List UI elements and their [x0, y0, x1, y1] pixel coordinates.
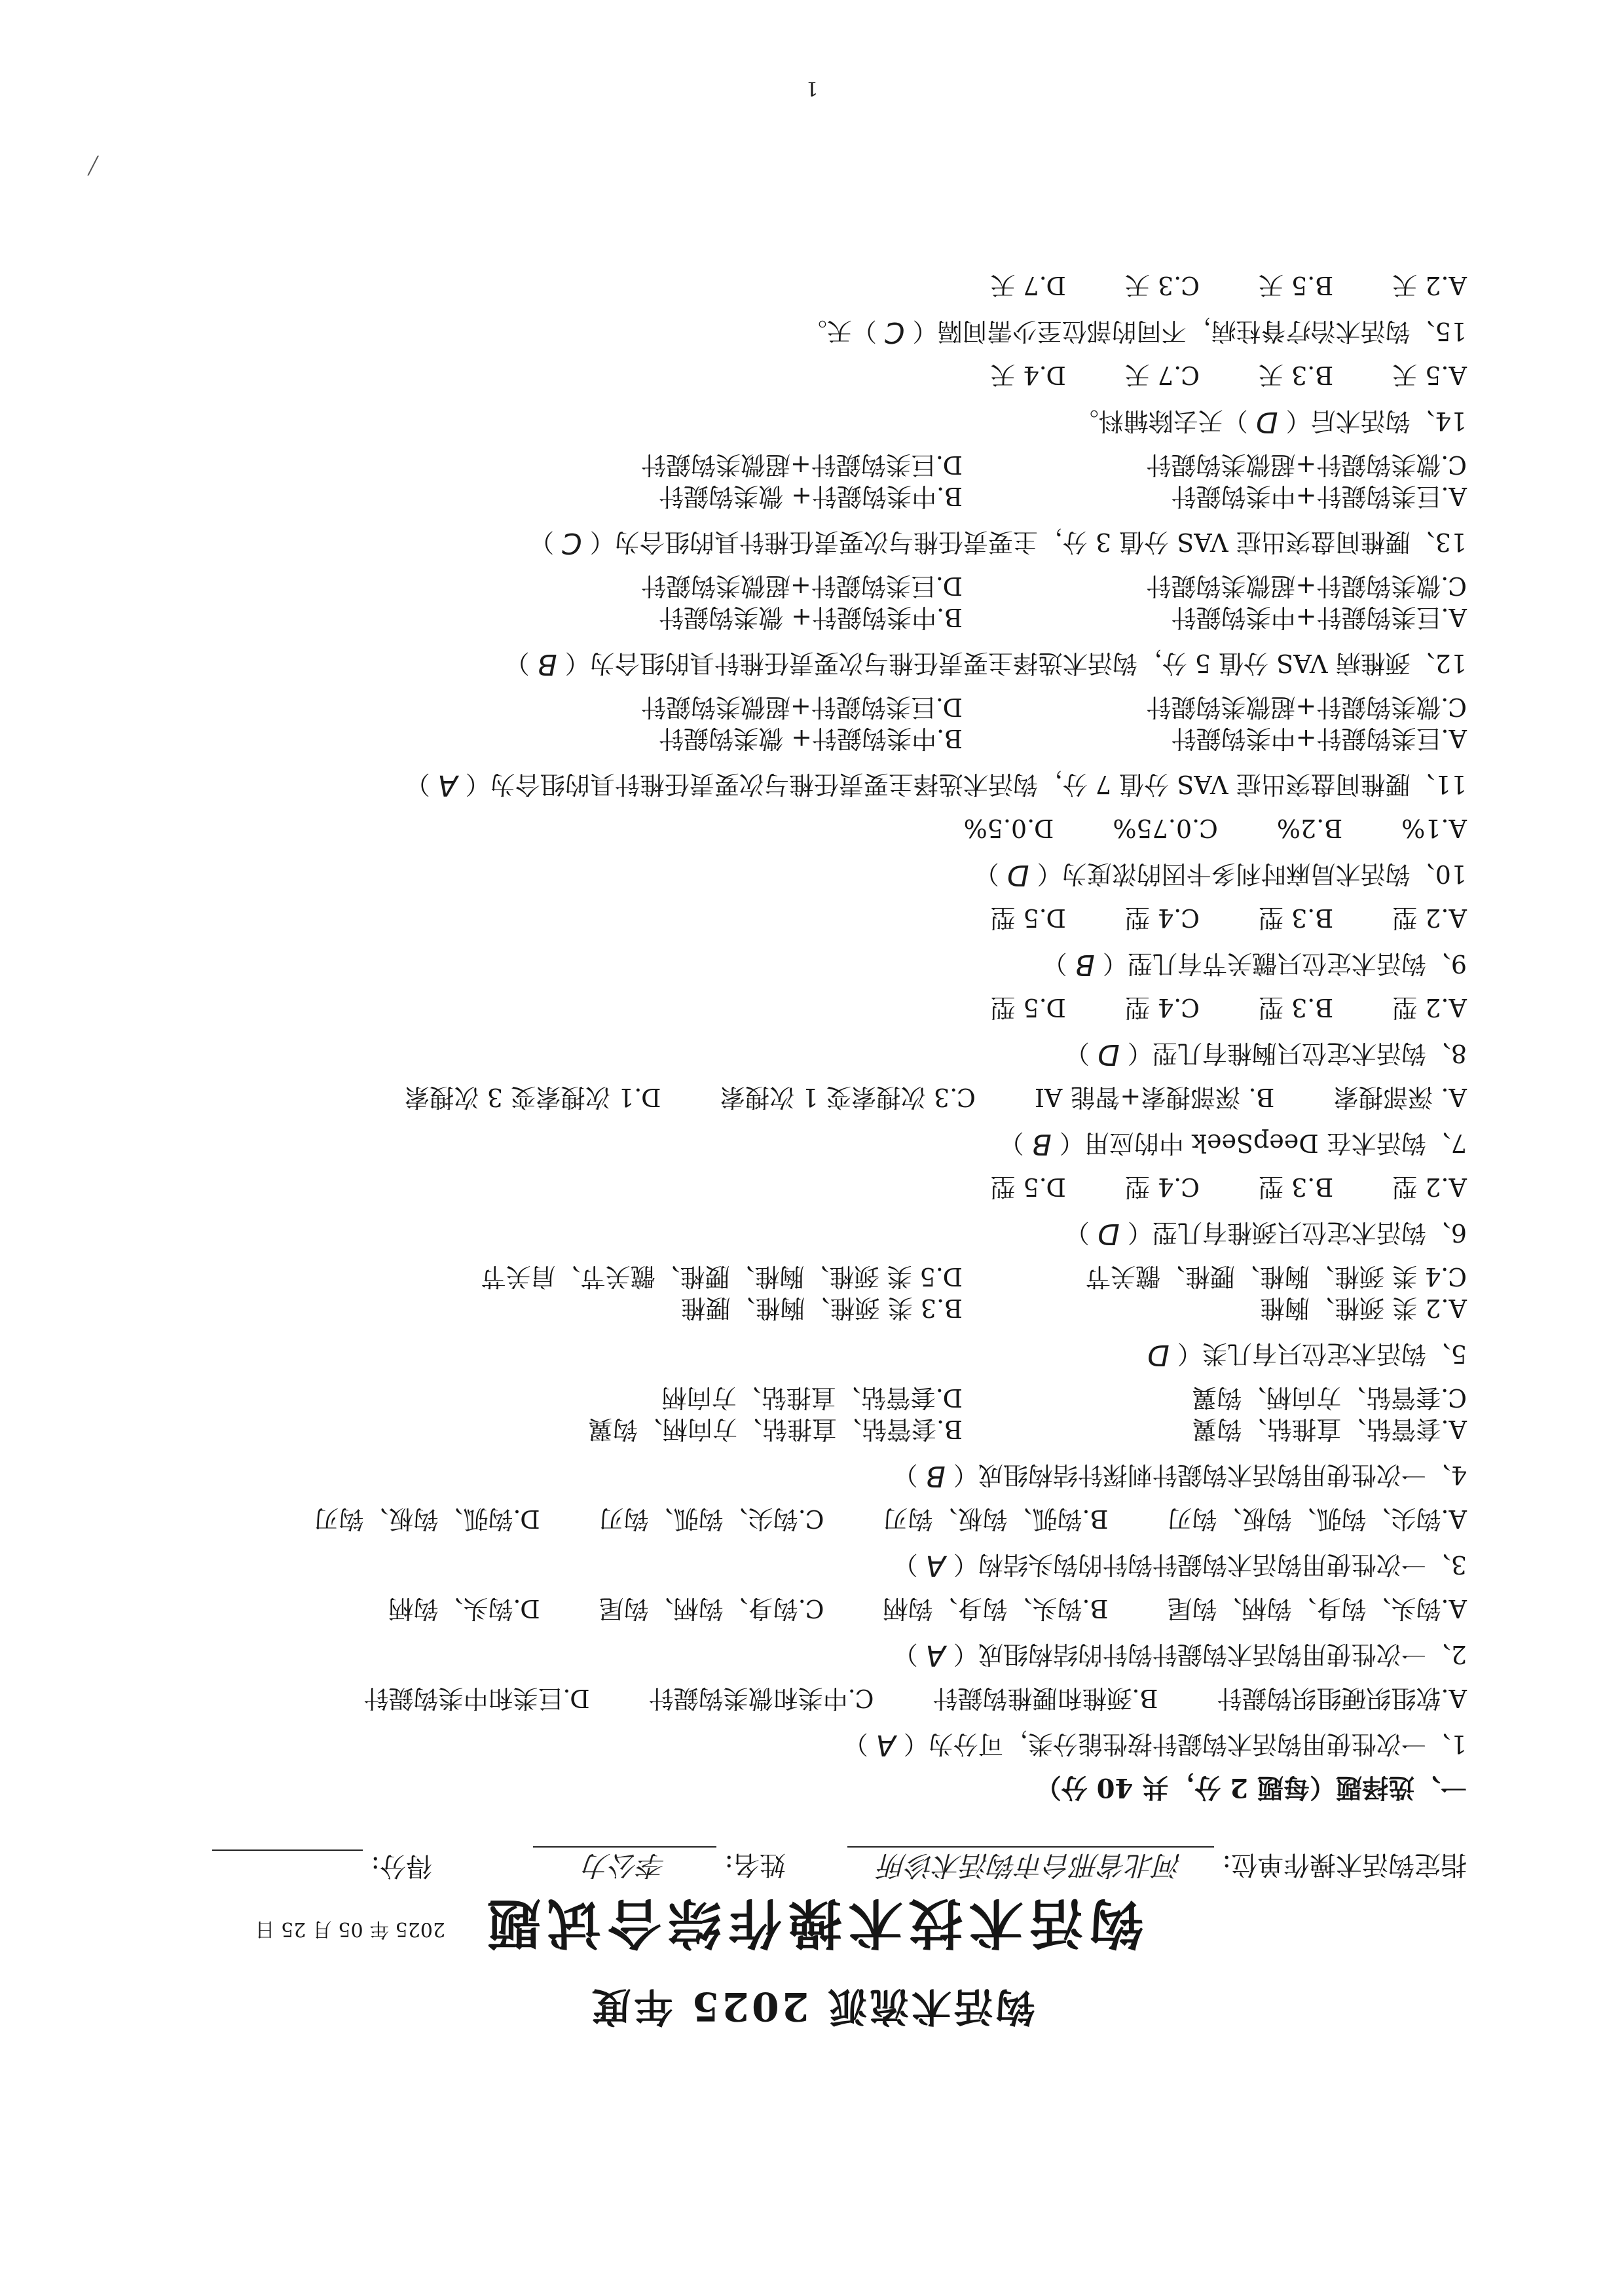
question-stem — [124, 316, 1467, 348]
option-item: B.中类钩鍉针+ 微类钩鍉针 — [659, 482, 963, 511]
option-item: B. 深部搜索+智能 AI — [1034, 1083, 1275, 1112]
option-item: A.1% — [1401, 814, 1467, 843]
option-item: C.中类和微类钩鍉针 — [648, 1684, 874, 1713]
question-text-end: ） — [529, 528, 555, 556]
question-stem — [124, 1639, 1467, 1671]
question-text-end: ）天去除辅料。 — [1073, 407, 1248, 435]
option-item: D.0.5% — [963, 814, 1054, 843]
handwritten-answer: C — [884, 316, 905, 349]
question-stem — [124, 948, 1467, 980]
question-item — [124, 1683, 1467, 1760]
option-item: B.套管钻、直推钻、方向柄、钩翼 — [587, 1415, 963, 1444]
option-list — [124, 359, 1467, 391]
option-item: B.5 天 — [1258, 271, 1334, 300]
question-text: 14、钩活术后（ — [1285, 407, 1467, 435]
option-item: D.钩头、钩柄 — [388, 1594, 540, 1623]
handwritten-answer: B — [537, 647, 557, 681]
question-list — [124, 258, 1467, 1760]
question-item — [124, 902, 1467, 980]
option-item: D.4 天 — [990, 361, 1066, 390]
option-list — [124, 1593, 1467, 1624]
option-item: C.套管钻、方向柄、钩翼 — [1192, 1383, 1467, 1412]
option-item: A. 深部搜索 — [1333, 1083, 1467, 1112]
question-text-end: ） — [1064, 1039, 1090, 1068]
option-item: B.2% — [1276, 814, 1343, 843]
option-item: D.巨类和中类钩鍉针 — [363, 1684, 590, 1713]
handwritten-answer: D — [1097, 1217, 1120, 1250]
option-item: B.3 型 — [1258, 993, 1334, 1022]
handwritten-answer: D — [1147, 1338, 1170, 1372]
option-item: C.钩尖、钩弧、钩刃 — [599, 1504, 824, 1533]
option-list — [124, 1082, 1467, 1113]
handwritten-answer: D — [1006, 858, 1029, 892]
option-item: D.7 天 — [990, 271, 1066, 300]
name-label: 姓名: — [724, 1850, 786, 1880]
question-text: 6、钩活术定位只颈椎有几型（ — [1127, 1218, 1467, 1247]
question-text-end: ） — [974, 860, 999, 888]
option-item: A.2 天 — [1392, 271, 1467, 300]
question-stem — [124, 769, 1467, 801]
handwritten-answer: B — [1031, 1127, 1052, 1161]
question-stem — [124, 1459, 1467, 1491]
question-item — [124, 1593, 1467, 1671]
question-stem — [124, 1338, 1467, 1370]
question-text-end: ） — [999, 1129, 1024, 1157]
question-text-end: ）天。 — [802, 317, 877, 346]
question-item — [124, 1503, 1467, 1581]
page-number: 1 — [805, 77, 819, 100]
question-item — [124, 691, 1467, 801]
option-item: C.4 型 — [1124, 993, 1200, 1022]
option-list — [124, 1261, 1467, 1324]
question-text: 3、一次性使用钩活术钩鍉针钩针的钩头结构（ — [953, 1550, 1467, 1579]
question-stem — [124, 858, 1467, 890]
handwritten-answer: B — [925, 1459, 946, 1493]
option-item: D.1 次搜索变 3 次搜索 — [404, 1083, 661, 1112]
option-item: D.5 类 颈椎、胸椎、腰椎、髋关节、肩关节 — [481, 1262, 963, 1291]
option-item: C.微类钩鍉针+超微类钩鍉针 — [1146, 450, 1467, 479]
question-stem — [124, 1549, 1467, 1581]
option-item: B.3 型 — [1258, 1173, 1334, 1201]
question-item — [124, 570, 1467, 680]
option-item: B.颈椎和腰椎钩鍉针 — [932, 1684, 1158, 1713]
question-stem — [124, 1038, 1467, 1070]
question-stem — [124, 1217, 1467, 1249]
option-list — [124, 902, 1467, 934]
question-text: 12、颈椎病 VAS 分值 5 分，钩活术选择主要责任椎与次要责任椎针具的组合为（ — [564, 649, 1467, 678]
option-item: B.中类钩鍉针+ 微类钩鍉针 — [659, 724, 963, 753]
option-item: A.巨类钩鍉针+中类钩鍉针 — [1171, 482, 1467, 511]
option-item: C.3 次搜索变 1 次搜索 — [720, 1083, 976, 1112]
option-item: A.巨类钩鍉针+中类钩鍉针 — [1171, 603, 1467, 632]
unit-value: 河北省邢台市钩活术诊所 — [847, 1846, 1214, 1887]
question-text: 15、钩活术治疗脊柱病，不同的部位至少需间隔（ — [912, 317, 1467, 346]
exam-title: 钩活术技术操作综合试题 — [481, 1891, 1144, 1954]
question-stem — [124, 1127, 1467, 1159]
option-list — [124, 992, 1467, 1023]
option-list — [124, 1683, 1467, 1714]
handwritten-answer: A — [876, 1728, 896, 1762]
handwritten-answer: C — [562, 526, 582, 560]
question-item — [124, 270, 1467, 348]
option-item: D.巨类钩鍉针+超微类钩鍉针 — [640, 693, 963, 721]
name-field — [533, 1846, 786, 1887]
option-item: D.5 型 — [990, 1173, 1066, 1201]
score-label: 得分: — [371, 1851, 432, 1881]
option-item: A.2 型 — [1392, 903, 1467, 932]
question-stem — [124, 405, 1467, 437]
option-item: D.套管钻、直推钻、方向柄 — [661, 1383, 963, 1412]
option-item: D.巨类钩鍉针+超微类钩鍉针 — [640, 450, 963, 479]
question-text: 8、钩活术定位只胸椎有几型（ — [1127, 1039, 1467, 1068]
option-list — [124, 1171, 1467, 1203]
option-list — [124, 270, 1467, 301]
option-item: A.2 型 — [1392, 993, 1467, 1022]
question-item — [124, 812, 1467, 890]
option-list — [124, 812, 1467, 844]
score-value — [212, 1850, 363, 1881]
question-item — [124, 449, 1467, 558]
question-text: 11、腰椎间盘突出症 VAS 分值 7 分，钩活术选择主要责任椎与次要责任椎针具的组合为（ — [465, 770, 1467, 799]
handwritten-answer: B — [1075, 948, 1095, 981]
organization-title: 钩活术流派 2025 年度 — [589, 1983, 1035, 2029]
option-item: C.微类钩鍉针+超微类钩鍉针 — [1146, 693, 1467, 721]
question-text: 5、钩活术定位只有几类（ — [1177, 1339, 1467, 1368]
option-item: B.中类钩鍉针+ 微类钩鍉针 — [659, 603, 963, 632]
option-list — [124, 449, 1467, 512]
option-item: D.巨类钩鍉针+超微类钩鍉针 — [640, 572, 963, 600]
unit-field — [847, 1846, 1467, 1887]
question-text-end: ） — [1064, 1218, 1090, 1247]
question-text-end: ） — [893, 1550, 918, 1579]
option-item: A.2 型 — [1392, 1173, 1467, 1201]
option-item: C.4 型 — [1124, 903, 1200, 932]
question-text: 9、钩活术定位只髋关节有几型（ — [1102, 949, 1467, 978]
option-item: C.7 天 — [1124, 361, 1200, 390]
question-text-end: ） — [504, 649, 530, 678]
question-stem — [124, 647, 1467, 680]
option-item: D.钩弧、钩板、钩刃 — [314, 1504, 540, 1533]
question-stem — [124, 526, 1467, 558]
option-item: B.钩弧、钩板、钩刃 — [883, 1504, 1109, 1533]
question-item — [124, 1382, 1467, 1491]
exam-date: 2025 年 05 月 25 日 — [255, 1918, 445, 1941]
option-item: D.5 型 — [990, 903, 1066, 932]
question-text-end: ） — [893, 1461, 918, 1489]
option-item: A.钩头、钩身、钩柄、钩尾 — [1167, 1594, 1467, 1623]
option-item: B.3 天 — [1258, 361, 1334, 390]
question-text: 7、钩活术在 DeepSeek 中的应用（ — [1059, 1129, 1467, 1157]
question-text: 13、腰椎间盘突出症 VAS 分值 3 分，主要责任椎与次要责任椎针具的组合为（ — [589, 528, 1467, 556]
question-text: 4、一次性使用钩活术钩鍉针刺探针结构组成（ — [953, 1461, 1467, 1489]
question-text-end: ） — [405, 770, 430, 799]
handwritten-answer: A — [925, 1639, 946, 1672]
scan-mark: ╱ — [88, 155, 98, 175]
question-item — [124, 992, 1467, 1070]
option-item: B.钩头、钩身、钩柄 — [883, 1594, 1109, 1623]
score-field — [212, 1850, 432, 1887]
question-text-end: ） — [843, 1730, 868, 1758]
option-item: C.微类钩鍉针+超微类钩鍉针 — [1146, 572, 1467, 600]
question-stem — [124, 1728, 1467, 1760]
question-text-end: ） — [893, 1640, 918, 1669]
question-item — [124, 359, 1467, 437]
option-list — [124, 1382, 1467, 1445]
question-text-end: ） — [1042, 949, 1067, 978]
option-item: C.钩身、钩柄、钩尾 — [599, 1594, 824, 1623]
option-item: A.套管钻、直推钻、钩翼 — [1192, 1415, 1467, 1444]
question-item — [124, 1082, 1467, 1159]
question-text: 1、一次性使用钩活术钩鍉针按性能分类，可分为（ — [903, 1730, 1467, 1758]
option-list — [124, 570, 1467, 633]
handwritten-answer: A — [437, 769, 458, 802]
option-list — [124, 691, 1467, 754]
option-item: D.5 型 — [990, 993, 1066, 1022]
option-item: C.3 天 — [1124, 271, 1200, 300]
option-list — [124, 1503, 1467, 1535]
unit-label: 指定钩活术操作单位: — [1222, 1850, 1467, 1880]
option-item: B.3 型 — [1258, 903, 1334, 932]
question-text: 10、钩活术局麻时利多卡因的浓度为（ — [1037, 860, 1467, 888]
option-item: C.4 型 — [1124, 1173, 1200, 1201]
option-item: B.3 类 颈椎、胸椎、腰椎 — [680, 1294, 963, 1322]
name-value: 李公力 — [533, 1846, 716, 1887]
option-item: A.巨类钩鍉针+中类钩鍉针 — [1171, 724, 1467, 753]
option-item: C.0.75% — [1113, 814, 1218, 843]
handwritten-answer: D — [1097, 1038, 1120, 1071]
handwritten-answer: D — [1255, 405, 1278, 439]
option-item: A.软组织硬组织钩鍉针 — [1217, 1684, 1467, 1713]
option-item: A.钩尖、钩弧、钩板、钩刃 — [1167, 1504, 1467, 1533]
question-text: 2、一次性使用钩活术钩鍉针钩针的结构组成（ — [953, 1640, 1467, 1669]
option-item: C.4 类 颈椎、胸椎、腰椎、髋关节 — [1085, 1262, 1467, 1291]
question-item — [124, 1171, 1467, 1249]
option-item: A.5 天 — [1392, 361, 1467, 390]
section-title: 一、选择题（每题 2 分，共 40 分） — [1035, 1772, 1467, 1803]
handwritten-answer: A — [925, 1549, 946, 1582]
option-item: A.2 类 颈椎、胸椎 — [1260, 1294, 1467, 1322]
question-item — [124, 1261, 1467, 1370]
